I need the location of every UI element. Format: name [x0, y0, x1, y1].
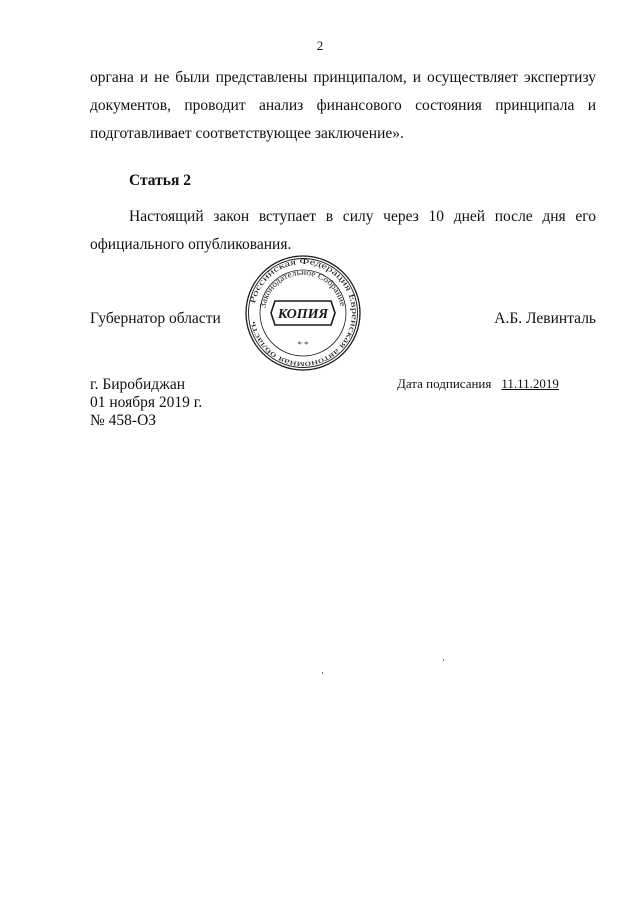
article-heading: Статья 2 — [129, 172, 191, 189]
paragraph-line: подготавливает соответствующее заключение». — [90, 125, 404, 142]
page-number: 2 — [316, 38, 324, 53]
signing-date-value: 11.11.2019 — [501, 376, 559, 391]
paragraph-line: официального опубликования. — [90, 236, 292, 253]
signer-title: Губернатор области — [90, 310, 221, 327]
paragraph-continued — [90, 64, 596, 148]
official-stamp — [243, 253, 363, 373]
paragraph-line: документов, проводит анализ финансового состояния принципала и — [90, 97, 596, 114]
signing-date — [397, 376, 559, 392]
paragraph-article2 — [90, 203, 596, 259]
place-city: г. Биробиджан — [90, 376, 186, 393]
place-block — [90, 376, 202, 430]
scan-speck — [443, 659, 444, 661]
law-number: № 458-ОЗ — [90, 412, 157, 429]
stamp-stars: * * — [297, 339, 309, 349]
stamp-inner-text: Законодательное Собрание — [257, 266, 349, 309]
signing-date-label: Дата подписания — [397, 376, 492, 391]
place-date: 01 ноября 2019 г. — [90, 394, 203, 411]
stamp-caption: КОПИЯ — [277, 307, 329, 322]
paragraph-line: Настоящий закон вступает в силу через 10 дней после дня его — [129, 208, 596, 225]
paragraph-line: органа и не были представлены принципалом, и осуществляет экспертизу — [90, 69, 596, 86]
stamp-outer-text: Российская Федерация Еврейская автономная область — [247, 255, 361, 371]
scan-speck — [322, 672, 323, 674]
signer-name: А.Б. Левинталь — [494, 310, 596, 327]
